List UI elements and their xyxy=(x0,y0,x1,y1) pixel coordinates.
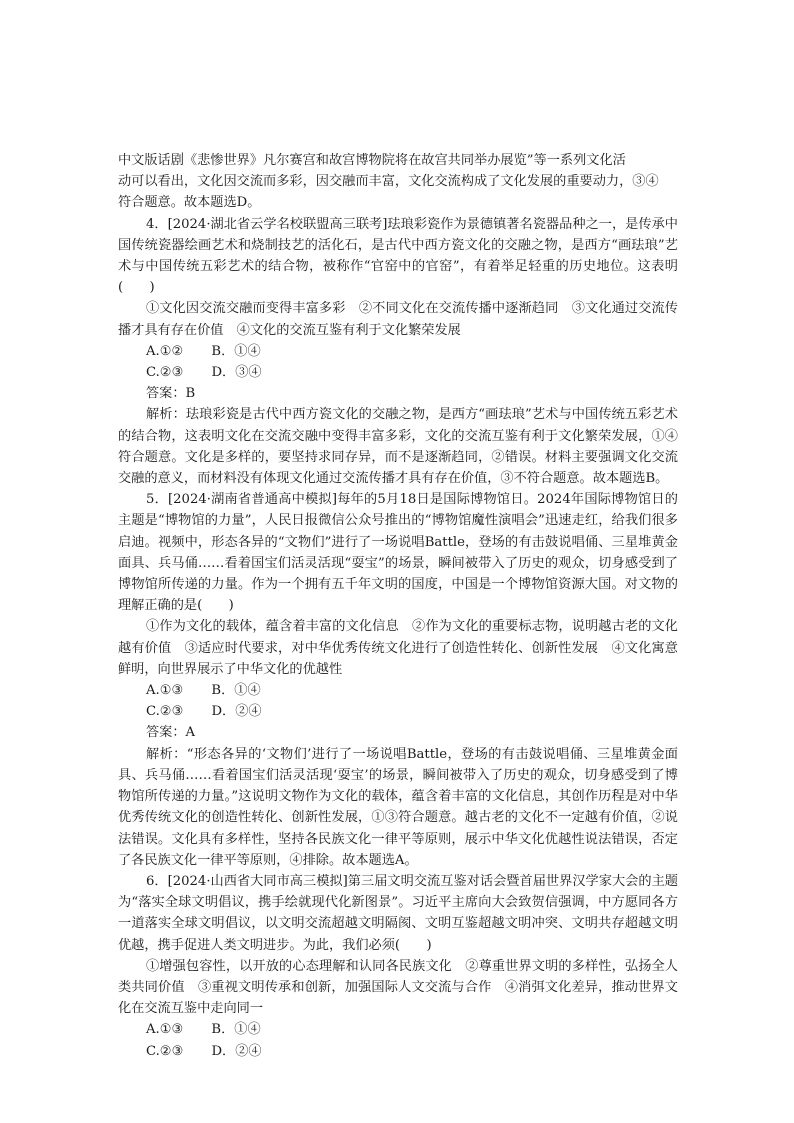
text-line: 中文版话剧《悲惨世界》凡尔赛宫和故宫博物院将在故宫共同举办展览”等一系列文化活 xyxy=(118,153,626,168)
question-4 xyxy=(118,214,678,490)
question-stem: 4．[2024·湖北省云学名校联盟高三联考]珐琅彩瓷作为景德镇著名瓷器品种之一，是传承中国传统瓷器绘画艺术和烧制技艺的活化石，是古代中西方瓷文化的交融之物，是西方“画珐琅”艺术与中国传统五彩艺术的结合物，被称作“官窑中的官窑”，有着举足轻重的历史地位。这表明( ) xyxy=(118,216,678,296)
question-statements: ①作为文化的载体，蕴含着丰富的文化信息 ②作为文化的重要标志物，说明越古老的文化越有价值 ③适应时代要求，对中华优秀传统文化进行了创造性转化、创新性发展 ④文化寓意鲜明，向世界展示了中华文化的优越性 xyxy=(118,619,678,677)
option-b: B．①④ xyxy=(211,683,261,699)
answer: 答案：A xyxy=(146,725,196,741)
question-6 xyxy=(118,871,678,1062)
previous-analysis-continuation xyxy=(118,150,678,214)
option-d: D．②④ xyxy=(211,1043,262,1059)
document-page xyxy=(118,150,678,1062)
options-row xyxy=(118,1041,678,1062)
question-statements: ①文化因交流交融而变得丰富多彩 ②不同文化在交流传播中逐渐趋同 ③文化通过交流传播才具有存在价值 ④文化的交流互鉴有利于文化繁荣发展 xyxy=(118,301,678,338)
options-row xyxy=(118,701,678,722)
option-a: A.①② xyxy=(146,343,184,359)
option-c: C.②③ xyxy=(146,704,184,720)
text-line: 符合题意。故本题选D。 xyxy=(118,195,261,211)
answer: 答案：B xyxy=(146,386,196,402)
question-statements: ①增强包容性，以开放的心态理解和认同各民族文化 ②尊重世界文明的多样性，弘扬全人类共同价值 ③重视文明传承和创新，加强国际人文交流与合作 ④消弭文化差异，推动世界文化在交流互鉴中走向同一 xyxy=(118,958,678,1017)
option-a: A.①③ xyxy=(146,683,184,699)
option-b: B．①④ xyxy=(211,343,261,359)
option-d: D．③④ xyxy=(211,365,262,381)
question-stem: 6．[2024·山西省大同市高三模拟]第三届文明交流互鉴对话会暨首届世界汉学家大会的主题为“落实全球文明倡议，携手绘就现代化新图景”。习近平主席向大会致贺信强调，中方愿同各方一道落实全球文明倡议，以文明交流超越文明隔阂、文明互鉴超越文明冲突、文明共存超越文明优越，携手促进人类文明进步。为此，我们必须( ) xyxy=(118,873,678,953)
analysis: 解析：珐琅彩瓷是古代中西方瓷文化的交融之物，是西方“画珐琅”艺术与中国传统五彩艺术的结合物，这表明文化在交流交融中变得丰富多彩，文化的交流互鉴有利于文化繁荣发展，①④符合题意。文化是多样的，要坚持求同存异，而不是逐渐趋同，②错误。材料主要强调文化交流交融的意义，而材料没有体现文化通过交流传播才具有存在价值，③不符合题意。故本题选B。 xyxy=(118,407,678,487)
analysis: 解析：“形态各异的‘文物们’进行了一场说唱Battle，登场的有击鼓说唱俑、三星堆黄金面具、兵马俑……看着国宝们活灵活现‘耍宝’的场景，瞬间被带入了历史的观众，切身感受到了博物馆所传递的力量。”这说明文物作为文化的载体，蕴含着丰富的文化信息，其创作历程是对中华优秀传统文化的创造性转化、创新性发展，①③符合题意。越古老的文化不一定越有价值，②说法错误。文化具有多样性，坚持各民族文化一律平等原则，展示中华文化优越性说法错误，否定了各民族文化一律平等原则，④排除。故本题选A。 xyxy=(118,746,678,868)
options-row xyxy=(118,1019,678,1040)
option-a: A.①③ xyxy=(146,1022,184,1038)
options-row xyxy=(118,341,678,362)
options-row xyxy=(118,680,678,701)
question-stem: 5．[2024·湖南省普通高中模拟]每年的5月18日是国际博物馆日。2024年国际博物馆日的主题是“博物馆的力量”，人民日报微信公众号推出的“博物馆魔性演唱会”迅速走红，给我们很多启迪。视频中，形态各异的“文物们”进行了一场说唱Battle，登场的有击鼓说唱俑、三星堆黄金面具、兵马俑……看着国宝们活灵活现“耍宝”的场景，瞬间被带入了历史的观众，切身感受到了博物馆所传递的力量。作为一个拥有五千年文明的国度，中国是一个博物馆资源大国。对文物的理解正确的是( ) xyxy=(118,492,678,614)
option-c: C.②③ xyxy=(146,365,184,381)
option-d: D．②④ xyxy=(211,704,262,720)
option-b: B．①④ xyxy=(211,1022,261,1038)
options-row xyxy=(118,362,678,383)
option-c: C.②③ xyxy=(146,1043,184,1059)
text-line: 动可以看出，文化因交流而多彩，因交融而丰富，文化交流构成了文化发展的重要动力，③④ xyxy=(118,174,659,190)
question-5 xyxy=(118,489,678,871)
